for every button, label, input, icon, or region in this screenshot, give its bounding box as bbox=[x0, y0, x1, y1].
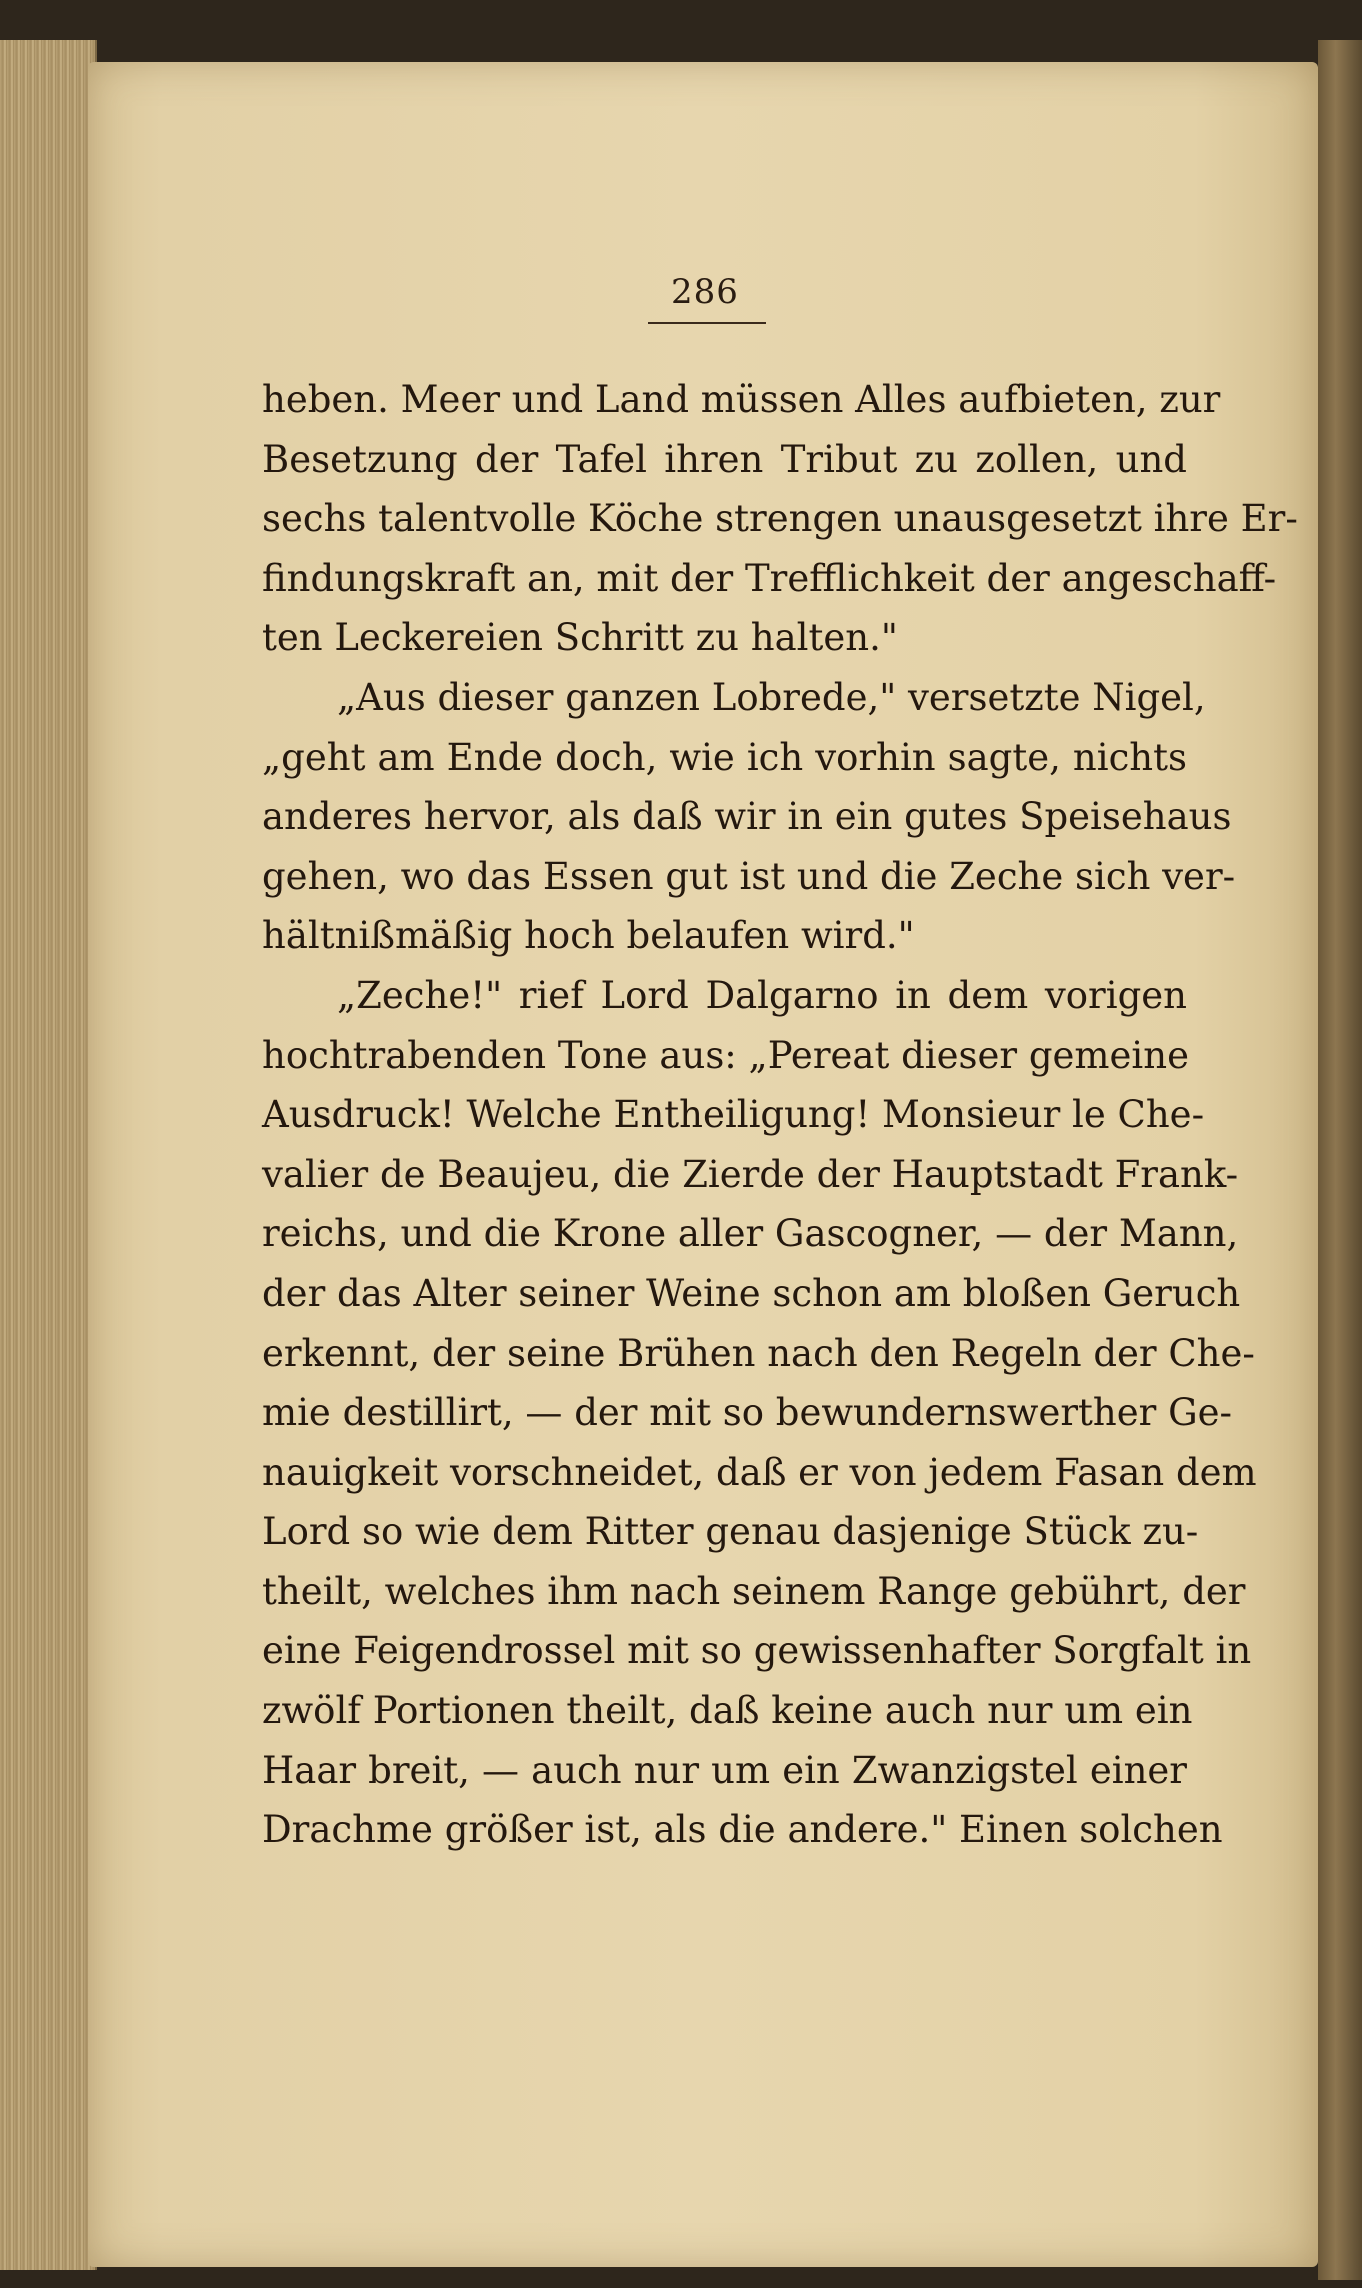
text-line: Ausdruck! Welche Entheiligung! Monsieur le Che- bbox=[262, 1093, 1205, 1137]
facing-page-edge bbox=[1318, 40, 1362, 2280]
page-edges bbox=[0, 40, 97, 2270]
text-line: valier de Beaujeu, die Zierde der Hauptstadt Frank- bbox=[262, 1152, 1239, 1196]
text-line: zwölf Portionen theilt, daß keine auch nur um ein bbox=[262, 1689, 1193, 1733]
text-line: anderes hervor, als daß wir in ein gutes Speisehaus bbox=[262, 795, 1232, 839]
text-line: „Aus dieser ganzen Lobrede," versetzte Nigel, bbox=[337, 675, 1206, 719]
text-line: „Zeche!" rief Lord Dalgarno in dem vorigen bbox=[337, 973, 1187, 1017]
text-line: „geht am Ende doch, wie ich vorhin sagte, nichts bbox=[262, 735, 1187, 779]
text-line: reichs, und die Krone aller Gascogner, — der Mann, bbox=[262, 1212, 1239, 1256]
text-line: findungskraft an, mit der Trefflichkeit der angeschaff- bbox=[262, 556, 1277, 600]
page-number: 286 bbox=[671, 272, 739, 312]
text-line: heben. Meer und Land müssen Alles aufbieten, zur bbox=[262, 378, 1221, 421]
text-line: der das Alter seiner Weine schon am bloßen Geruch bbox=[262, 1271, 1241, 1315]
text-line: nauigkeit vorschneidet, daß er von jedem Fasan dem bbox=[262, 1450, 1257, 1494]
text-line: ten Leckereien Schritt zu halten." bbox=[262, 616, 898, 660]
text-line: eine Feigendrossel mit so gewissenhafter Sorgfalt in bbox=[262, 1629, 1252, 1673]
page-number-rule bbox=[648, 322, 766, 324]
text-line: hochtrabenden Tone aus: „Pereat dieser gemeine bbox=[262, 1033, 1189, 1077]
text-line: Drachme größer ist, als die andere." Einen solchen bbox=[262, 1808, 1223, 1852]
text-line: Haar breit, — auch nur um ein Zwanzigstel einer bbox=[262, 1748, 1187, 1792]
text-line: sechs talentvolle Köche strengen unausgesetzt ihre Er- bbox=[262, 497, 1298, 541]
text-line: theilt, welches ihm nach seinem Range gebührt, der bbox=[262, 1569, 1246, 1613]
text-line: hältnißmäßig hoch belaufen wird." bbox=[262, 914, 915, 958]
body-text bbox=[262, 370, 1298, 1860]
text-line: Besetzung der Tafel ihren Tribut zu zollen, und bbox=[262, 437, 1187, 481]
text-line: Lord so wie dem Ritter genau dasjenige Stück zu- bbox=[262, 1510, 1199, 1554]
text-line: erkennt, der seine Brühen nach den Regeln der Che- bbox=[262, 1331, 1255, 1375]
text-line: gehen, wo das Essen gut ist und die Zeche sich ver- bbox=[262, 854, 1236, 898]
text-line: mie destillirt, — der mit so bewundernswerther Ge- bbox=[262, 1391, 1233, 1435]
